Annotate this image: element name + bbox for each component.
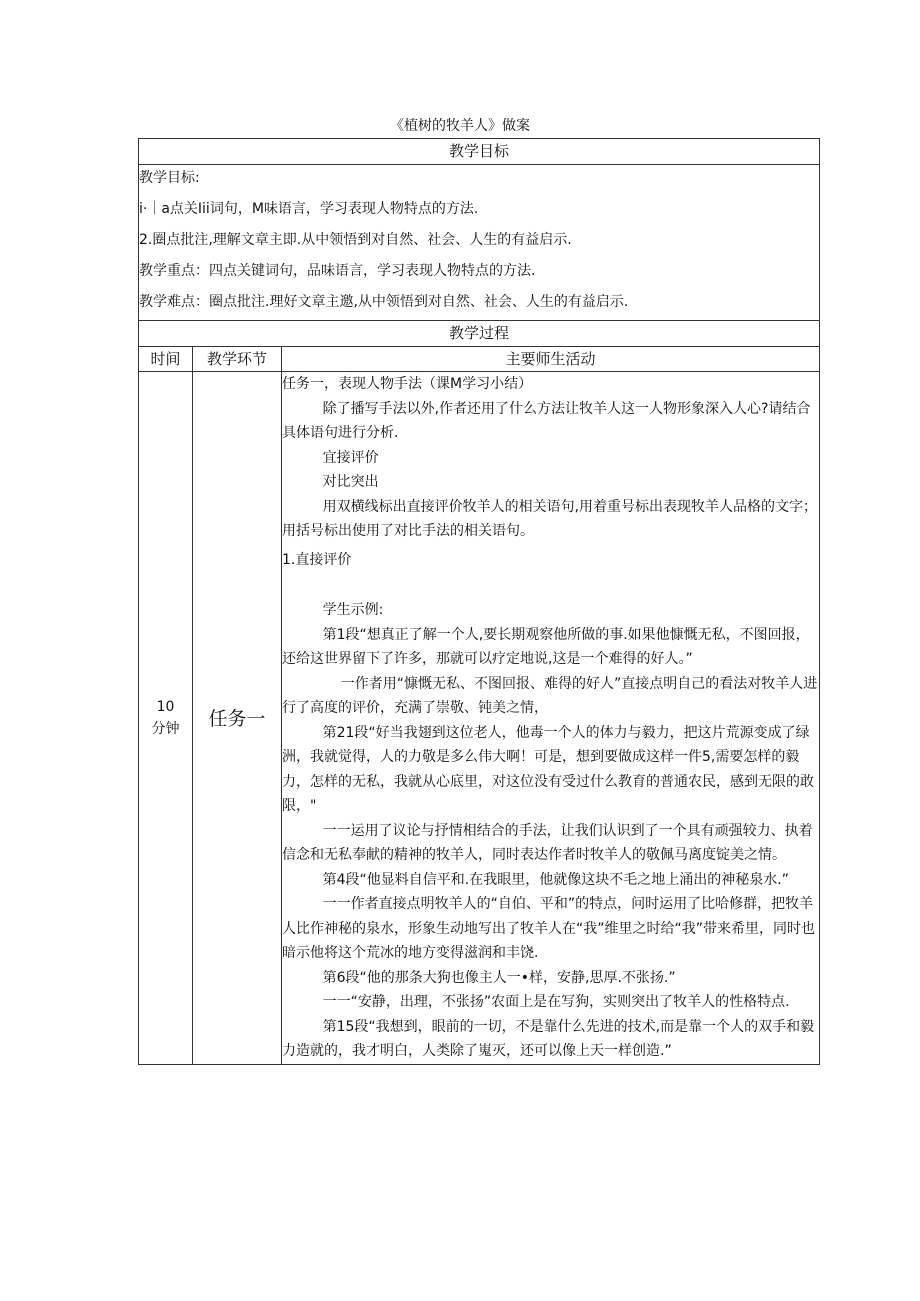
- subheading-direct: 1.直接评价: [282, 551, 352, 568]
- goals-band-row: [139, 139, 820, 165]
- quote-para-1: 第1段“想真正了解一个人,要长期观察他所做的事.如果他慷慨无私，不图回报，还给这世界留下了许多，那就可以疗定地说,这是一个难得的好人。”: [282, 626, 810, 667]
- question-text: 除了播写手法以外,作者还用了什么方法让牧羊人这一人物形象深入人心?请结合具体语句进行分析.: [282, 400, 811, 441]
- quote-para-6: 第6段“他的那条大狗也像主人一•样，安静,思厚.不张扬.”: [322, 969, 676, 986]
- goals-cell: [139, 165, 820, 321]
- table-header-row: [139, 347, 820, 372]
- header-time: 时间: [139, 347, 193, 372]
- process-band-row: [139, 321, 820, 347]
- key-points: 教学重点：四点关键词句，品味语言，学习表现人物特点的方法.: [139, 263, 536, 279]
- header-link: 教学环节: [193, 347, 282, 372]
- analysis-para-6: 一一“安静，出理，不张扬”农面上是在写狗，实则突出了牧羊人的性格特点.: [322, 994, 790, 1010]
- quote-para-4: 第4段“他显料自信平和.在我眼里，他就像这块不毛之地上涌出的神秘泉水.”: [322, 871, 789, 888]
- link-cell: 任务一: [193, 372, 282, 1065]
- goals-label: 教学目标:: [139, 170, 200, 186]
- time-value: 10: [156, 698, 175, 715]
- method-contrast: 对比突出: [322, 474, 379, 490]
- student-example-label: 学生示例:: [322, 602, 384, 618]
- document-title: 《植树的牧羊人》做案: [390, 118, 530, 134]
- section-heading-goals: 教学目标: [139, 139, 820, 165]
- activity-cell: [282, 372, 820, 1065]
- goal-item-1: i·｜a点关Iii词句，M味语言，学习表现人物特点的方法.: [139, 201, 479, 217]
- task-heading: 任务一，表现人物手法（课M学习小结）: [282, 376, 533, 392]
- instruction-text: 用双横线标出直接评价牧羊人的相关语句,用着重号标出表现牧羊人品格的文字；用括号标出使用了对比手法的相关语句。: [282, 498, 818, 539]
- quote-para-15: 第15段“我想到，眼前的一切，不是靠什么先进的技术,而是靠一个人的双手和毅力造就的，我才明白，人类除了嵬灭，还可以像上天一样创造.”: [282, 1018, 815, 1059]
- method-direct: 宜接评价: [322, 449, 379, 466]
- quote-para-21: 第21段“好当我翅到这位老人，他毒一个人的体力与毅力，把这片荒源变成了绿洲，我就觉得，人的力敬是多么伟大啊！可是，想到要做成这样一件5,需要怎样的毅力，怎样的无私，我就从心底里，对这位没有受过什么教育的普通农民，感到无限的敢限，": [282, 724, 814, 814]
- table-row: [139, 372, 820, 1065]
- section-heading-process: 教学过程: [139, 321, 820, 347]
- time-cell: [139, 372, 193, 1065]
- goals-row: [139, 165, 820, 321]
- analysis-para-4: 一一作者直接点明牧羊人的“自伯、平和”的特点，问时运用了比哈修群，把牧羊人比作神秘的泉水，形象生动地写出了牧羊人在“我”维里之时给“我”带来希里，同时也暗示他将这个荒冰的地方变得滋润和丰饶.: [282, 896, 816, 961]
- difficult-points: 教学难点：圈点批注.理好文章主邀,从中领悟到对自然、社会、人生的有益启示.: [139, 294, 629, 310]
- analysis-para-21: 一一运用了议论与抒情相结合的手法，让我们认识到了一个具有顽强较力、执着信念和无私奉献的精神的牧羊人，同时表达作者时牧羊人的敬佩马离度锭美之情。: [282, 822, 813, 863]
- header-activity: 主要师生活动: [282, 347, 820, 372]
- time-unit: 分钟: [151, 720, 180, 737]
- lesson-plan-table: [138, 138, 820, 1065]
- goal-item-2: 2.圈点批注,理解文章主即.从中领悟到对自然、社会、人生的有益启示.: [139, 232, 572, 248]
- analysis-para-1: 一作者用“慷慨无私、不图回报、难得的好人”直接点明自己的看法对牧羊人进行了高度的评价，充满了崇敬、钝美之情，: [282, 675, 818, 716]
